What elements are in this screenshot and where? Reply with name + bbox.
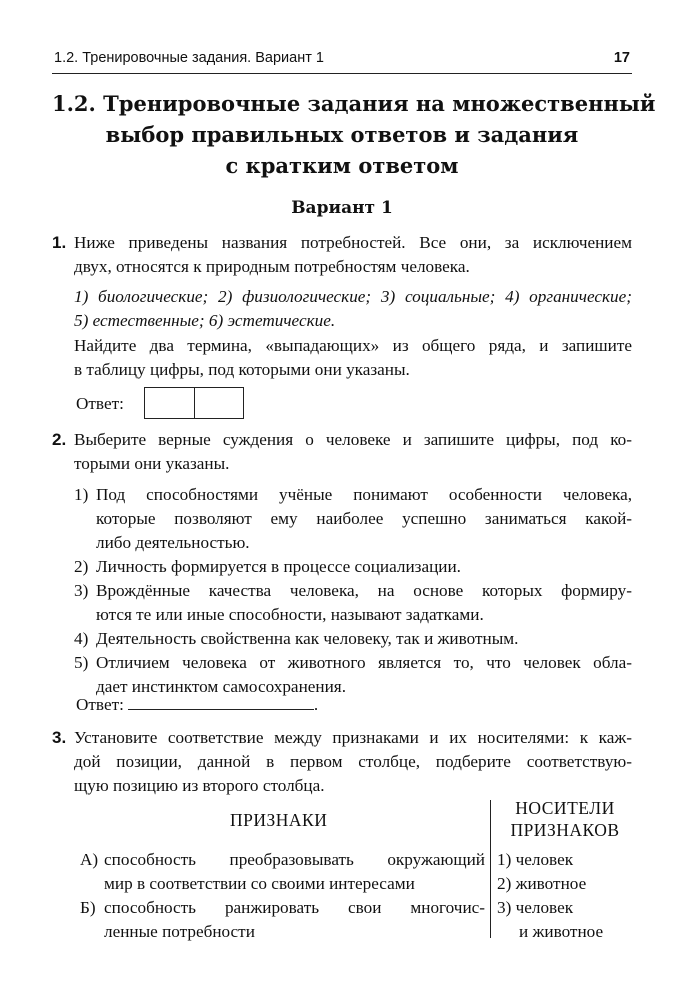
carrier-item: 2) животное <box>497 874 587 893</box>
question-3 <box>52 726 632 798</box>
section-title-line: выбор правильных ответов и задания <box>105 122 579 147</box>
answer-cell-2[interactable] <box>194 388 244 418</box>
q2-answer <box>76 692 318 717</box>
statement-line: Отличием человека от животного является то, что человек обла- <box>96 653 632 672</box>
statement-item <box>74 579 632 627</box>
carriers-list <box>497 848 633 944</box>
page-number: 17 <box>613 50 630 66</box>
carrier-item: 1) человек <box>497 850 574 869</box>
feature-letter: Б) <box>80 898 96 917</box>
statement-line: либо деятельностью. <box>96 533 250 552</box>
question-1 <box>52 231 632 279</box>
answer-label: Ответ: <box>76 695 124 714</box>
question-number: 2. <box>52 430 67 449</box>
column-header-line: ПРИЗНАКОВ <box>510 820 620 840</box>
statement-line: Деятельность свойственна как человеку, так и животным. <box>96 629 519 648</box>
carrier-item: и животное <box>519 922 604 941</box>
statement-number: 3) <box>74 581 89 600</box>
running-head <box>52 50 632 70</box>
statement-item <box>74 483 632 555</box>
instruction-line: Найдите два термина, «выпадающих» из общего ряда, и запишите <box>74 336 632 355</box>
section-title-line: 1.2. Тренировочные задания на множественный <box>52 91 656 116</box>
answer-end-period: . <box>313 695 319 714</box>
text-line: Установите соответствие между признаками и их носителями: к каж- <box>74 728 632 747</box>
options-line: 1) биологические; 2) физиологические; 3) социальные; 4) органические; <box>74 287 632 306</box>
column-divider <box>490 800 491 938</box>
statement-item <box>74 627 632 651</box>
section-title <box>52 88 656 181</box>
feature-line: способность ранжировать свои многочис- <box>104 898 485 917</box>
column-header-line: НОСИТЕЛИ <box>515 798 615 818</box>
statement-line: Под способностями учёные понимают особенности человека, <box>96 485 632 504</box>
answer-blank-line[interactable] <box>128 692 314 710</box>
question-text <box>74 231 632 279</box>
statement-line: Врождённые качества человека, на основе которых формиру- <box>96 581 632 600</box>
statement-item <box>74 555 632 579</box>
feature-item <box>80 848 485 896</box>
answer-cell-1[interactable] <box>145 388 194 418</box>
options-line: 5) естественные; 6) эстетические. <box>74 311 336 330</box>
running-head-title: 1.2. Тренировочные задания. Вариант 1 <box>54 50 324 66</box>
carrier-item: 3) человек <box>497 898 574 917</box>
features-list <box>80 848 485 944</box>
text-line: Ниже приведены названия потребностей. Все они, за исключением <box>74 233 632 252</box>
statement-number: 5) <box>74 653 89 672</box>
question-text <box>74 428 632 476</box>
feature-item <box>80 896 485 944</box>
variant-heading: Вариант 1 <box>291 198 393 218</box>
question-2 <box>52 428 632 476</box>
feature-letter: А) <box>80 850 99 869</box>
q2-statements <box>74 483 632 699</box>
question-text <box>74 726 632 798</box>
text-line: двух, относятся к природным потребностям человека. <box>74 257 470 276</box>
q1-instruction <box>74 334 632 382</box>
column-header-features: ПРИЗНАКИ <box>230 810 328 830</box>
statement-line: Личность формируется в процессе социализации. <box>96 557 461 576</box>
statement-line: дает инстинктом самосохранения. <box>96 677 346 696</box>
question-number: 3. <box>52 728 67 747</box>
feature-line: способность преобразовывать окружающий <box>104 850 485 869</box>
text-line: щую позицию из второго столбца. <box>74 776 325 795</box>
question-number: 1. <box>52 233 67 252</box>
statement-line: которые позволяют ему наиболее успешно заниматься какой- <box>96 509 632 528</box>
feature-line: ленные потребности <box>104 922 255 941</box>
statement-number: 2) <box>74 557 89 576</box>
text-line: торыми они указаны. <box>74 454 230 473</box>
statement-number: 4) <box>74 629 89 648</box>
statement-number: 1) <box>74 485 89 504</box>
feature-line: мир в соответствии со своими интересами <box>104 874 415 893</box>
section-title-line: с кратким ответом <box>225 153 459 178</box>
header-rule <box>52 73 632 74</box>
answer-table <box>144 387 244 419</box>
answer-label: Ответ: <box>76 394 124 413</box>
column-header-carriers <box>497 797 633 841</box>
q1-options <box>74 285 632 333</box>
statement-line: ются те или иные способности, называют задатками. <box>96 605 484 624</box>
text-line: Выберите верные суждения о человеке и запишите цифры, под ко- <box>74 430 632 449</box>
text-line: дой позиции, данной в первом столбце, подберите соответствую- <box>74 752 632 771</box>
instruction-line: в таблицу цифры, под которыми они указаны. <box>74 360 410 379</box>
